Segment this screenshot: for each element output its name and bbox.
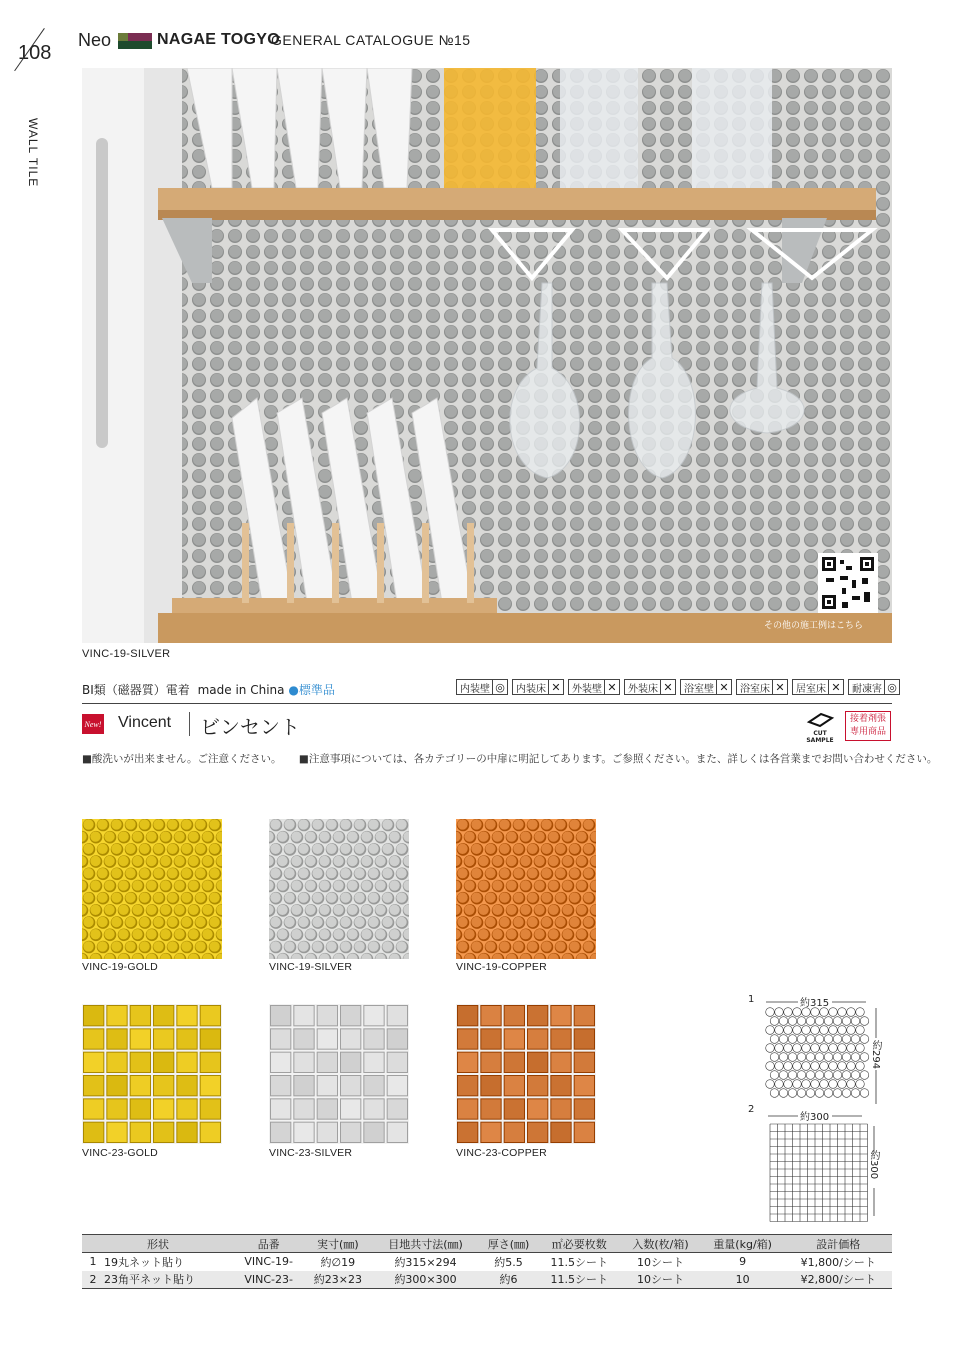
diagram-tile <box>815 1089 824 1098</box>
swatch-code: VINC-19-SILVER <box>269 961 353 973</box>
usage-item: 内装床 ✕ <box>512 679 564 695</box>
diagram-tile <box>775 1080 784 1089</box>
diagram-tile <box>779 1089 788 1098</box>
spec-line <box>82 681 335 698</box>
note-item: ■酸洗いが出来ません。ご注意ください。 <box>82 753 282 765</box>
diagram-tile <box>833 1017 842 1026</box>
table-cell: VINC-23- <box>234 1271 303 1289</box>
diagram-tile <box>824 1017 833 1026</box>
diagram-tile <box>784 1026 793 1035</box>
usage-item: 内装壁 ◎ <box>456 679 508 695</box>
adhesive-line-2: 専用商品 <box>849 727 886 737</box>
diagram-tile <box>779 1035 788 1044</box>
hero-caption: VINC-19-SILVER <box>82 648 171 660</box>
swatch-image <box>82 819 222 959</box>
diagram-tile <box>793 1026 802 1035</box>
table-cell: 23角平ネット貼り <box>104 1271 234 1289</box>
diagram-tile <box>766 1080 775 1089</box>
diagram-tile <box>797 1089 806 1098</box>
table-cell: 11.5シート <box>550 1255 609 1269</box>
diagram-tile <box>842 1017 851 1026</box>
new-badge: New! <box>82 714 104 734</box>
diagram-tile <box>820 1008 829 1017</box>
diagram-tile <box>842 1071 851 1080</box>
swatch-code: VINC-19-GOLD <box>82 961 158 973</box>
diagram-tile <box>838 1062 847 1071</box>
round-sheet-diagram <box>762 998 882 1108</box>
company-name: NAGAE TOGYO <box>157 31 281 48</box>
diagram-tile <box>833 1053 842 1062</box>
table-cell: 約23×23 <box>303 1271 372 1289</box>
diagram-tile <box>788 1035 797 1044</box>
table-cell: 2 <box>82 1271 104 1289</box>
usage-item: 浴室壁 ✕ <box>680 679 732 695</box>
diagram-tile <box>842 1053 851 1062</box>
table-cell: ¥1,800/シート <box>800 1255 876 1269</box>
diagram-tile <box>851 1035 860 1044</box>
diagram-tile <box>793 1062 802 1071</box>
diagram-tile <box>838 1044 847 1053</box>
diagram-tile <box>806 1035 815 1044</box>
table-cell: 約315×294 <box>394 1255 457 1269</box>
diagram-tile <box>788 1017 797 1026</box>
diagram-tile <box>833 1035 842 1044</box>
diagram-tile <box>788 1089 797 1098</box>
diagram-tile <box>851 1053 860 1062</box>
cut-sample-label: CUT SAMPLE <box>806 730 834 744</box>
diagram-tile <box>824 1071 833 1080</box>
swatch-image <box>456 819 596 959</box>
table-cell: 1 <box>89 1255 97 1269</box>
side-category-label: WALL TILE <box>26 118 40 188</box>
table-cell: 10 <box>701 1271 785 1289</box>
diagram-tile <box>842 1035 851 1044</box>
diagram-tile <box>829 1026 838 1035</box>
diagram-tile <box>806 1017 815 1026</box>
diagram-height-label: 約300 <box>868 1150 879 1180</box>
diagram-number: 2 <box>748 1104 755 1115</box>
diagram-tile <box>775 1008 784 1017</box>
diagram-tile <box>833 1089 842 1098</box>
diagram-tile <box>770 1071 779 1080</box>
diagram-tile <box>788 1053 797 1062</box>
table-row <box>82 1271 892 1289</box>
note-item: ■注意事項については、各カテゴリーの中扉に明記してあります。ご参照ください。また、詳しくは各営業までお問い合わせください。 <box>298 753 938 765</box>
company-logo <box>118 33 152 49</box>
diagram-tile <box>833 1071 842 1080</box>
table-header-row <box>82 1235 892 1253</box>
usage-item: 浴室床 ✕ <box>736 679 788 695</box>
diagram-tile <box>766 1044 775 1053</box>
swatch-code: VINC-19-COPPER <box>456 961 547 973</box>
diagram-tile <box>856 1062 865 1071</box>
table-cell: 約∅19 <box>320 1255 356 1269</box>
diagram-tile <box>793 1008 802 1017</box>
hero-photo <box>82 68 892 643</box>
swatch-tile-pattern <box>82 819 222 959</box>
diagram-tile <box>802 1008 811 1017</box>
diagram-tile <box>829 1080 838 1089</box>
diagram-tile <box>797 1035 806 1044</box>
table-cell: 10シート <box>620 1271 700 1289</box>
diagram-tile <box>856 1080 865 1089</box>
usage-item: 外装壁 ✕ <box>568 679 620 695</box>
diagram-tile <box>811 1062 820 1071</box>
diagram-tile <box>784 1062 793 1071</box>
cut-sample-mark <box>800 712 840 744</box>
diagram-tile <box>784 1044 793 1053</box>
diagram-width-label: 約315 <box>800 998 830 1009</box>
diagram-tile <box>775 1044 784 1053</box>
usage-item: 耐凍害 ◎ <box>848 679 900 695</box>
table-cell: VINC-19- <box>244 1255 293 1269</box>
diagram-tile <box>856 1008 865 1017</box>
usage-item: 居室床 ✕ <box>792 679 844 695</box>
column-header: ㎡必要枚数 <box>538 1235 620 1253</box>
diagram-tile <box>851 1089 860 1098</box>
square-sheet-diagram <box>762 1112 882 1224</box>
swatch-tile-pattern <box>456 819 596 959</box>
column-header: 重量(kg/箱) <box>701 1235 785 1253</box>
cut-sample-icon <box>805 712 835 728</box>
diagram-tile <box>838 1080 847 1089</box>
diagram-tile <box>838 1008 847 1017</box>
column-header: 実寸(㎜) <box>303 1235 372 1253</box>
diagram-height-label: 約294 <box>870 1040 881 1070</box>
standard-dot-icon: ● <box>288 683 299 697</box>
swatch-image <box>269 1004 409 1144</box>
diagram-tile <box>811 1044 820 1053</box>
diagram-tile <box>842 1089 851 1098</box>
adhesive-line-1: 接着剤張 <box>849 714 886 724</box>
qr-note: その他の施工例はこちら <box>764 621 864 631</box>
column-header: 形状 <box>82 1235 234 1253</box>
diagram-tile <box>860 1071 869 1080</box>
table-cell: 約300×300 <box>372 1271 479 1289</box>
hero-illustration <box>82 68 892 643</box>
diagram-tile <box>860 1035 869 1044</box>
origin-text: made in China <box>197 683 285 697</box>
diagram-tile <box>824 1089 833 1098</box>
diagram-tile <box>811 1008 820 1017</box>
diagram-tile <box>797 1017 806 1026</box>
diagram-tile <box>815 1017 824 1026</box>
usage-indicators <box>456 679 900 695</box>
diagram-tile <box>860 1053 869 1062</box>
diagram-tile <box>806 1053 815 1062</box>
swatch-image <box>456 1004 596 1144</box>
diagram-tile <box>806 1071 815 1080</box>
table-row <box>82 1253 892 1271</box>
diagram-tile <box>847 1026 856 1035</box>
diagram-tile <box>820 1026 829 1035</box>
table-cell: 9 <box>739 1255 747 1269</box>
diagram-tile <box>779 1071 788 1080</box>
swatch-code: VINC-23-COPPER <box>456 1147 547 1159</box>
diagram-tile <box>820 1080 829 1089</box>
diagram-tile <box>820 1062 829 1071</box>
table-cell: 約5.5 <box>494 1255 523 1269</box>
diagram-tile <box>806 1089 815 1098</box>
diagram-tile <box>838 1026 847 1035</box>
diagram-tile <box>779 1053 788 1062</box>
diagram-tile <box>779 1017 788 1026</box>
adhesive-only-badge <box>845 711 891 741</box>
diagram-tile <box>856 1026 865 1035</box>
diagram-tile <box>820 1044 829 1053</box>
diagram-tile <box>793 1044 802 1053</box>
diagram-tile <box>797 1053 806 1062</box>
swatch-tile-pattern <box>82 1004 222 1144</box>
diagram-width-label: 約300 <box>800 1112 830 1123</box>
diagram-tile <box>797 1071 806 1080</box>
section-divider <box>82 703 892 704</box>
diagram-tile <box>824 1053 833 1062</box>
column-header: 目地共寸法(㎜) <box>372 1235 479 1253</box>
product-name-ja: ビンセント <box>200 715 300 739</box>
swatch-image <box>269 819 409 959</box>
diagram-tile <box>851 1017 860 1026</box>
diagram-tile <box>824 1035 833 1044</box>
diagram-tile <box>847 1080 856 1089</box>
swatch-tile-pattern <box>269 819 409 959</box>
diagram-number: 1 <box>748 994 755 1005</box>
table-cell: 11.5シート <box>538 1271 620 1289</box>
swatch-tile-pattern <box>456 1004 596 1144</box>
swatch-code: VINC-23-GOLD <box>82 1147 158 1159</box>
spec-table <box>82 1234 892 1289</box>
diagram-tile <box>829 1008 838 1017</box>
diagram-tile <box>802 1080 811 1089</box>
diagram-tile <box>851 1071 860 1080</box>
diagram-tile <box>847 1008 856 1017</box>
diagram-tile <box>788 1071 797 1080</box>
diagram-tile <box>815 1053 824 1062</box>
table-cell: 19丸ネット貼り <box>104 1255 184 1269</box>
column-header: 厚さ(㎜) <box>479 1235 538 1253</box>
diagram-tile <box>802 1062 811 1071</box>
diagram-tile <box>860 1017 869 1026</box>
diagram-tile <box>802 1026 811 1035</box>
product-name-en: Vincent <box>118 714 172 731</box>
diagram-tile <box>784 1080 793 1089</box>
diagram-tile <box>829 1044 838 1053</box>
diagram-tile <box>766 1008 775 1017</box>
standard-label: 標準品 <box>298 683 335 697</box>
series-name: Neo <box>78 30 112 50</box>
column-header: 入数(枚/箱) <box>620 1235 700 1253</box>
diagram-tile <box>811 1080 820 1089</box>
diagram-tile <box>856 1044 865 1053</box>
swatch-tile-pattern <box>269 1004 409 1144</box>
diagram-tile <box>775 1062 784 1071</box>
column-header: 品番 <box>234 1235 303 1253</box>
diagram-tile <box>770 1035 779 1044</box>
diagram-tile <box>860 1089 869 1098</box>
catalogue-title: GENERAL CATALOGUE №15 <box>271 32 471 48</box>
diagram-tile <box>829 1062 838 1071</box>
material-class: BⅠ類（磁器質）電着 <box>82 683 190 697</box>
diagram-tile <box>770 1017 779 1026</box>
title-separator <box>189 712 190 736</box>
swatch-code: VINC-23-SILVER <box>269 1147 353 1159</box>
product-notes <box>82 751 937 766</box>
table-cell: 約6 <box>479 1271 538 1289</box>
diagram-tile <box>815 1071 824 1080</box>
diagram-tile <box>784 1008 793 1017</box>
diagram-tile <box>811 1026 820 1035</box>
table-cell: 10シート <box>637 1255 685 1269</box>
diagram-tile <box>766 1062 775 1071</box>
diagram-tile <box>815 1035 824 1044</box>
usage-item: 外装床 ✕ <box>624 679 676 695</box>
diagram-tile <box>793 1080 802 1089</box>
diagram-tile <box>770 1089 779 1098</box>
diagram-tile <box>802 1044 811 1053</box>
swatch-image <box>82 1004 222 1144</box>
page-number: 108 <box>18 42 52 64</box>
table-cell: ¥2,800/シート <box>785 1271 892 1289</box>
diagram-tile <box>847 1062 856 1071</box>
diagram-tile <box>775 1026 784 1035</box>
diagram-tile <box>847 1044 856 1053</box>
diagram-tile <box>770 1053 779 1062</box>
diagram-tile <box>766 1026 775 1035</box>
column-header: 設計価格 <box>785 1235 892 1253</box>
